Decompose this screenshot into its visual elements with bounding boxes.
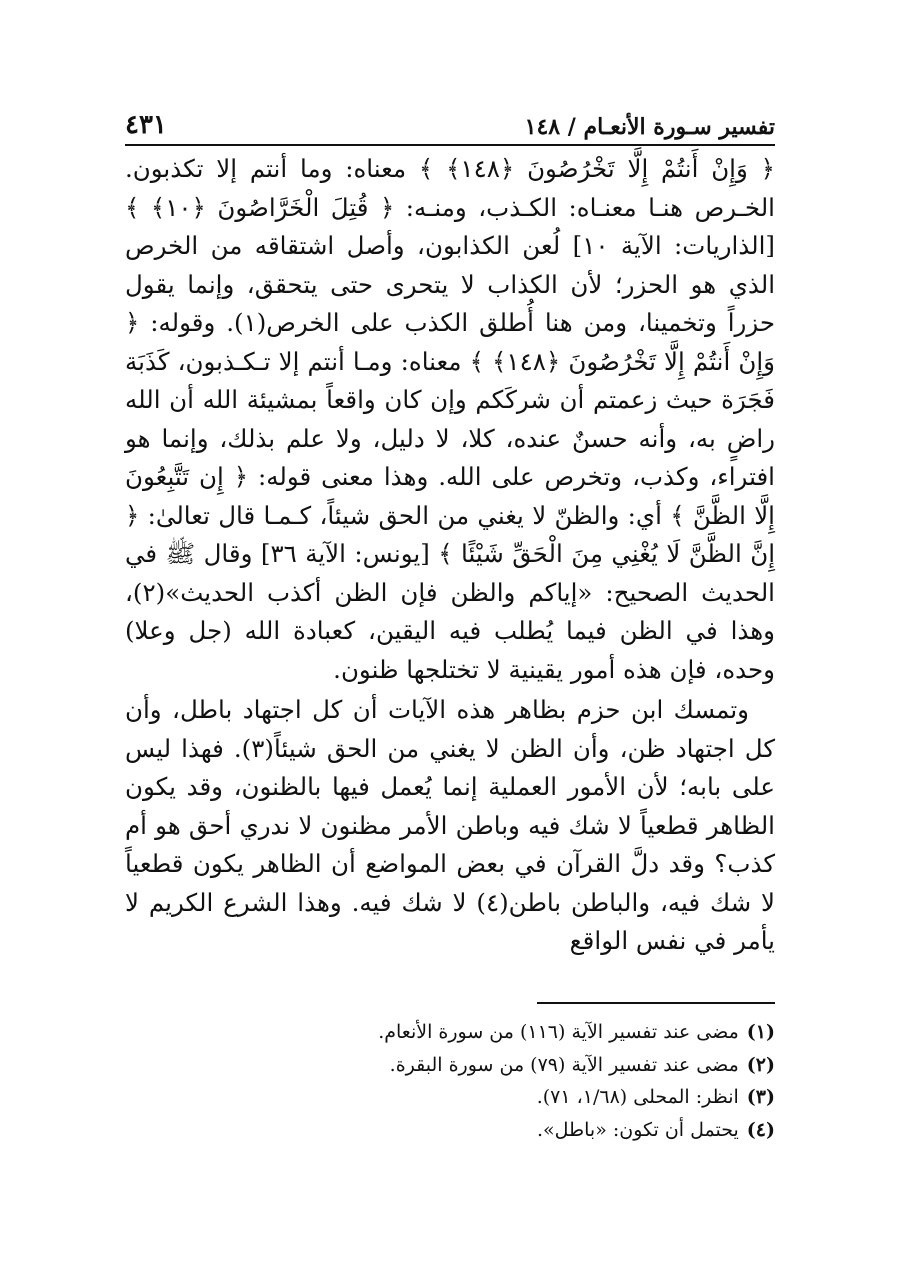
footnote-text: يحتمل أن تكون: «باطل». <box>536 1118 739 1141</box>
footnote-text: مضى عند تفسير الآية (١١٦) من سورة الأنعام. <box>378 1021 739 1043</box>
footnote-number: (٣) <box>746 1086 775 1108</box>
footnote-number: (٤) <box>746 1118 775 1141</box>
paragraph-2: وتمسك ابن حزم بظاهر هذه الآيات أن كل اجتهاد باطل، وأن كل اجتهاد ظن، وأن الظن لا يغني من الحق شيئاً(٣). فهذا ليس على بابه؛ لأن الأمور العملية إنما يُعمل فيها بالظنون، وقد يكون الظاهر قطعياً لا شك فيه وباطن الأمر مظنون لا ندري أحق هو أم كذب؟ وقد دلَّ القرآن في بعض المواضع أن الظاهر يكون قطعياً لا شك فيه، والباطن باطن(٤) لا شك فيه. وهذا الشرع الكريم لا يأمر في نفس الواقع <box>125 695 775 955</box>
footnote-number: (١) <box>746 1021 775 1043</box>
page-header <box>125 100 775 146</box>
footnotes <box>125 1016 775 1146</box>
running-title: تفسير سـورة الأنعـام / ١٤٨ <box>524 114 775 140</box>
footnote-item <box>125 1114 775 1147</box>
footnote-text: مضى عند تفسير الآية (٧٩) من سورة البقرة. <box>389 1053 739 1076</box>
footnote-text: انظر: المحلى (١/٦٨، ٧١). <box>536 1086 739 1108</box>
footnote-item <box>125 1049 775 1082</box>
paragraph-1: ﴿ وَإِنْ أَنتُمْ إِلَّا تَخْرُصُونَ ﴿١٤٨﴾ ﴾ معناه: وما أنتم إلا تكذبون. الخـرص هنـا معنـاه: الكـذب، ومنـه: ﴿ قُتِلَ الْخَرَّاصُونَ ﴿١٠﴾ ﴾ [الذاريات: الآية ١٠] لُعن الكذابون، وأصل اشتقاقه من الخرص الذي هو الحزر؛ لأن الكذاب لا يتحرى حتى يتحقق، وإنما يقول حزراً وتخمينا، ومن هنا أُطلق الكذب على الخرص(١). وقوله: ﴿ وَإِنْ أَنتُمْ إِلَّا تَخْرُصُونَ ﴿١٤٨﴾ ﴾ معناه: ومـا أنتم إلا تـكـذبون، كَذَبَة فَجَرَة حيث زعمتم أن شركَكم وإن كان واقعاً بمشيئة الله أن الله راضٍ به، وأنه حسنٌ عنده، كلا، لا دليل، ولا علم بذلك، وإنما هو افتراء، وكذب، وتخرص على الله. وهذا معنى قوله: ﴿ إِن تَتَّبِعُونَ إِلَّا الظَّنَّ ﴾ أي: والظنّ لا يغني من الحق شيئاً، كـمـا قال تعالىٰ: ﴿ إِنَّ الظَّنَّ لَا يُغْنِي مِنَ الْحَقِّ شَيْئًا ﴾ [يونس: الآية ٣٦] وقال ﷺ في الحديث الصحيح: «إياكم والظن فإن الظن أكذب الحديث»(٢)، وهذا في الظن فيما يُطلب فيه اليقين، كعبادة الله (جل وعلا) وحده، فإن هذه أمور يقينية لا تختلجها ظنون. <box>125 154 776 684</box>
footnote-item <box>125 1016 775 1049</box>
page-number: ٤٣١ <box>125 110 167 140</box>
main-text <box>125 150 775 961</box>
footnote-separator <box>537 1002 775 1004</box>
footnote-number: (٢) <box>746 1053 775 1076</box>
footnote-item <box>125 1081 775 1114</box>
